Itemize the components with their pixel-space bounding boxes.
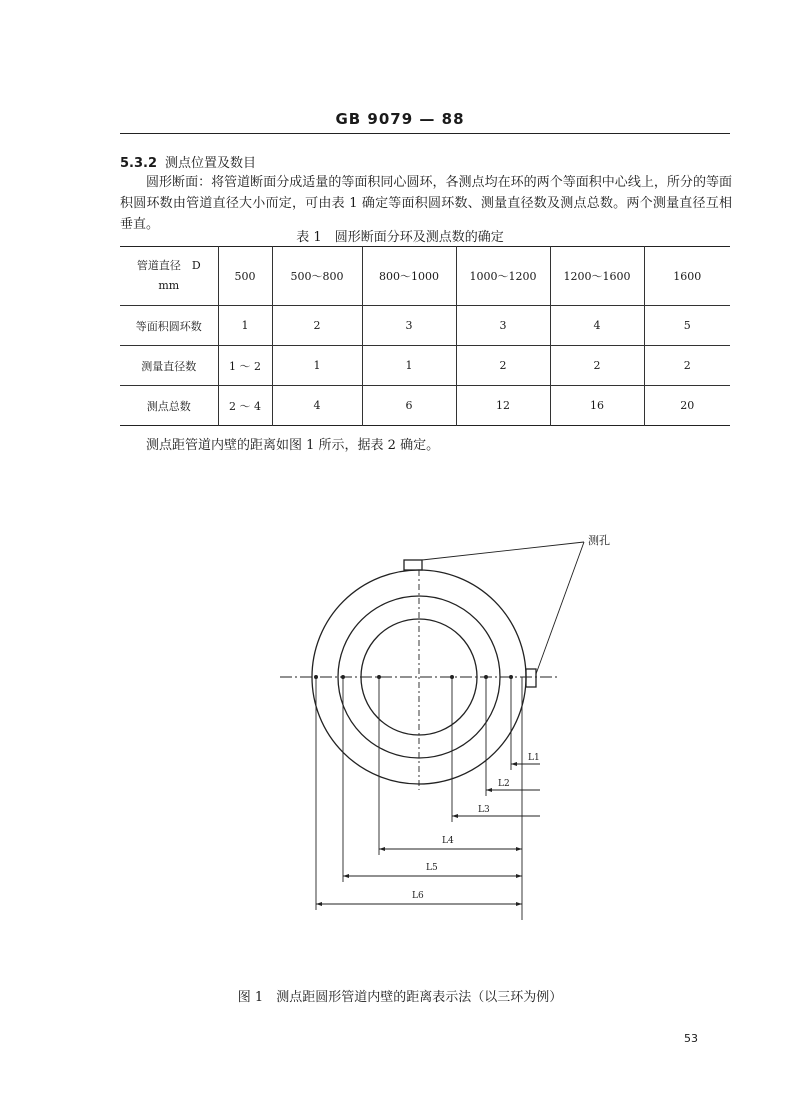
table-cell: 4 [550, 306, 644, 346]
table1-col-header: 1000～1200 [456, 247, 550, 306]
table-cell: 1 ～ 2 [218, 346, 272, 386]
distance-label-L1: L1 [528, 753, 540, 763]
table-cell: 2 ～ 4 [218, 386, 272, 426]
row-label: 测点总数 [146, 399, 191, 413]
table1-caption: 表 1 圆形断面分环及测点数的确定 [296, 230, 504, 245]
table-cell: 1 [218, 306, 272, 346]
distance-label-L2: L2 [498, 779, 510, 789]
hole-leader-line [422, 542, 584, 560]
section-number: 5.3.2 [120, 156, 158, 171]
table1-col-header: 500～800 [272, 247, 362, 306]
table-cell: 4 [272, 386, 362, 426]
table-cell: 6 [362, 386, 456, 426]
table-cell: 2 [272, 306, 362, 346]
figure-note: 测点距管道内壁的距离如图 1 所示，据表 2 确定。 [146, 438, 440, 453]
table-cell: 3 [456, 306, 550, 346]
table-cell: 16 [550, 386, 644, 426]
table-cell: 1 [272, 346, 362, 386]
section-title: 测点位置及数目 [165, 156, 257, 171]
distance-label-L6: L6 [412, 891, 424, 901]
section-heading [120, 152, 256, 171]
row-label: 测量直径数 [141, 359, 197, 373]
table-row [120, 386, 730, 426]
table-cell: 5 [644, 306, 730, 346]
section-paragraph: 圆形断面：将管道断面分成适量的等面积同心圆环，各测点均在环的两个等面积中心线上，所分的等面积圆环数由管道直径大小而定，可由表 1 确定等面积圆环数、测量直径数及测点总数。两个测量直径互相垂直。 [120, 175, 732, 232]
table-row [120, 306, 730, 346]
table-cell: 2 [644, 346, 730, 386]
table-row [120, 346, 730, 386]
distance-label-L3: L3 [478, 805, 490, 815]
table-cell: 1 [362, 346, 456, 386]
table1-header-row [120, 247, 730, 306]
standard-code: GB 9079 — 88 [335, 110, 465, 128]
table1-header-label-cell [120, 247, 218, 306]
table-cell: 2 [550, 346, 644, 386]
test-hole-top [404, 560, 422, 570]
page-number: 53 [684, 1032, 698, 1045]
table-cell: 3 [362, 306, 456, 346]
distance-label-L5: L5 [426, 863, 438, 873]
pipe-cross-section-diagram [270, 520, 620, 940]
header-rule [120, 133, 730, 134]
row-label: 等面积圆环数 [135, 319, 202, 333]
table1-col-header: 500 [218, 247, 272, 306]
table1-col-header: 800～1000 [362, 247, 456, 306]
table1-col-header: 1600 [644, 247, 730, 306]
hole-leader-line [536, 542, 584, 674]
test-hole-side [526, 669, 536, 687]
table-cell: 20 [644, 386, 730, 426]
table-cell: 12 [456, 386, 550, 426]
distance-label-L4: L4 [442, 836, 454, 846]
table-cell: 2 [456, 346, 550, 386]
test-hole-label: 测孔 [588, 534, 610, 547]
figure-caption: 图 1 测点距圆形管道内壁的距离表示法（以三环为例） [237, 990, 563, 1005]
table1-header-unit: mm [158, 279, 180, 292]
table1-col-header: 1200～1600 [550, 247, 644, 306]
table1 [120, 246, 730, 426]
table1-header-label: 管道直径 D [136, 259, 201, 272]
